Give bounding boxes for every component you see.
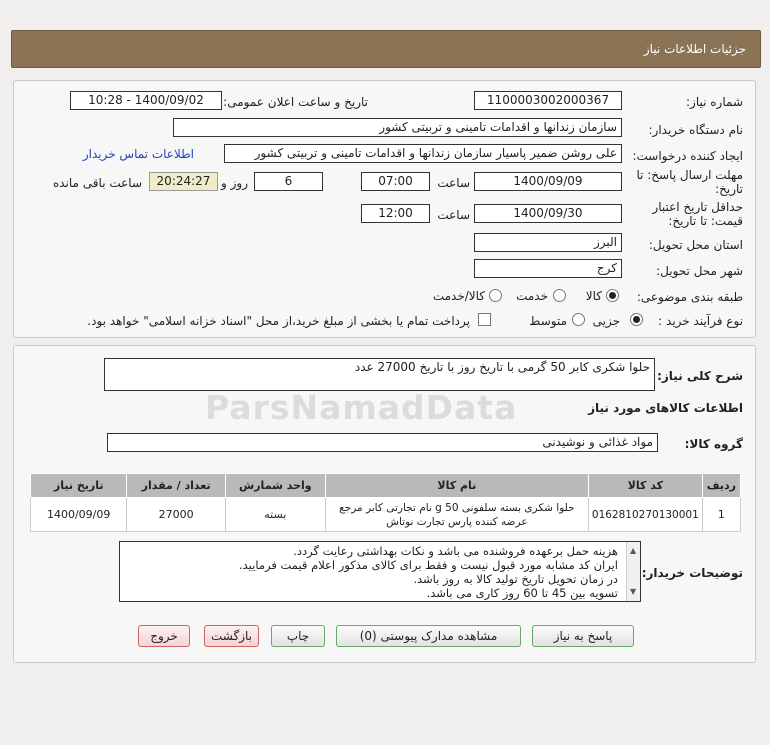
- reply-button[interactable]: پاسخ به نیاز: [532, 625, 634, 647]
- category-service-label: خدمت: [516, 289, 548, 303]
- remaining-label: ساعت باقی مانده: [52, 176, 142, 190]
- category-goods-service-label: کالا/خدمت: [432, 289, 485, 303]
- buyer-notes-field: [119, 541, 641, 602]
- goods-table: [30, 473, 741, 532]
- category-goods-label: کالا: [585, 289, 602, 303]
- process-label: نوع فرآیند خرید :: [658, 314, 743, 328]
- col-unit: واحد شمارش: [225, 474, 325, 498]
- buyer-org-field: سازمان زندانها و اقدامات تامینی و تربیتی کشور: [173, 118, 622, 137]
- creator-label: ایجاد کننده درخواست:: [632, 149, 743, 163]
- page-title: جزئیات اطلاعات نیاز: [643, 42, 746, 56]
- scroll-down-icon[interactable]: ▼: [630, 587, 637, 596]
- city-field: کرج: [474, 259, 622, 278]
- goods-section-title: اطلاعات کالاهای مورد نیاز: [588, 401, 743, 415]
- notes-scrollbar[interactable]: [626, 542, 640, 601]
- attachments-button[interactable]: مشاهده مدارک پیوستی (0): [336, 625, 521, 647]
- validity-label-2: قیمت: تا تاریخ:: [668, 214, 743, 228]
- process-minor-label: جزیی: [592, 314, 620, 328]
- need-number-label: شماره نیاز:: [686, 95, 743, 109]
- exit-button[interactable]: خروج: [138, 625, 190, 647]
- scroll-up-icon[interactable]: ▲: [630, 546, 637, 555]
- cell-name: حلوا شکری بسته سلفونی 50 g نام تجارتی کابر مرجع عرضه کننده پارس تجارت نوتاش: [325, 498, 588, 532]
- col-row: ردیف: [702, 474, 740, 498]
- deadline-label: مهلت ارسال پاسخ: تا: [636, 168, 743, 182]
- validity-date-field: 1400/09/30: [474, 204, 622, 223]
- cell-row: 1: [702, 498, 740, 532]
- col-code: کد کالا: [588, 474, 702, 498]
- print-button[interactable]: چاپ: [271, 625, 325, 647]
- validity-label: حداقل تاریخ اعتبار: [652, 200, 743, 214]
- cell-qty: 27000: [127, 498, 225, 532]
- buyer-notes-line: در زمان تحویل تاریخ تولید کالا به روز باشد.: [413, 572, 618, 586]
- announce-field: 1400/09/02 - 10:28: [70, 91, 222, 110]
- col-qty: تعداد / مقدار: [127, 474, 225, 498]
- treasury-payment-note: پرداخت تمام یا بخشی از مبلغ خرید،از محل "اسناد خزانه اسلامی" خواهد بود.: [87, 314, 470, 328]
- table-row: [31, 498, 741, 532]
- process-medium-radio[interactable]: [572, 313, 585, 326]
- page-header: [11, 30, 761, 68]
- province-label: استان محل تحویل:: [648, 238, 743, 252]
- announce-label: تاریخ و ساعت اعلان عمومی:: [223, 95, 368, 109]
- buyer-contact-link[interactable]: اطلاعات تماس خریدار: [82, 147, 194, 161]
- cell-unit: بسته: [225, 498, 325, 532]
- table-header-row: [31, 474, 741, 498]
- goods-group-label: گروه کالا:: [684, 437, 743, 451]
- back-button[interactable]: بازگشت: [204, 625, 259, 647]
- summary-field: حلوا شکری کابر 50 گرمی با تاریخ روز با تاریخ 27000 عدد: [104, 358, 655, 391]
- buyer-notes-label: توضیحات خریدار:: [641, 566, 743, 580]
- validity-time-field: 12:00: [361, 204, 430, 223]
- deadline-time-field: 07:00: [361, 172, 430, 191]
- category-goods-service-radio[interactable]: [489, 289, 502, 302]
- cell-date: 1400/09/09: [31, 498, 127, 532]
- creator-field: علی روشن ضمیر پاسیار سازمان زندانها و اقدامات تامینی و تربیتی کشور: [224, 144, 622, 163]
- summary-label: شرح کلی نیاز:: [657, 369, 743, 383]
- category-label: طبقه بندی موضوعی:: [636, 290, 743, 304]
- need-number-field: 1100003002000367: [474, 91, 622, 110]
- col-name: نام کالا: [325, 474, 588, 498]
- buyer-notes-line: ایران کد مشابه مورد قبول نیست و فقط برای کالای مذکور اعلام قیمت فرمایید.: [238, 558, 618, 572]
- days-label: روز و: [221, 176, 248, 190]
- deadline-time-label: ساعت: [437, 176, 470, 190]
- watermark: ParsNamadData: [205, 388, 518, 427]
- cell-code: 0162810270130001: [588, 498, 702, 532]
- category-goods-radio[interactable]: [606, 289, 619, 302]
- process-minor-radio[interactable]: [630, 313, 643, 326]
- buyer-notes-line: هزینه حمل برعهده فروشنده می باشد و نکات بهداشتی رعایت گردد.: [293, 544, 618, 558]
- city-label: شهر محل تحویل:: [656, 264, 743, 278]
- buyer-org-label: نام دستگاه خریدار:: [648, 123, 743, 137]
- remaining-time-field: 20:24:27: [149, 172, 218, 191]
- buyer-notes-line: تسویه بین 45 تا 60 روز کاری می باشد.: [426, 586, 618, 600]
- treasury-payment-checkbox[interactable]: [478, 313, 491, 326]
- validity-time-label: ساعت: [437, 208, 470, 222]
- deadline-date-field: 1400/09/09: [474, 172, 622, 191]
- process-medium-label: متوسط: [529, 314, 567, 328]
- col-date: تاریخ نیاز: [31, 474, 127, 498]
- goods-group-field: مواد غذائی و نوشیدنی: [107, 433, 658, 452]
- deadline-label-2: تاریخ:: [715, 182, 743, 196]
- category-service-radio[interactable]: [553, 289, 566, 302]
- province-field: البرز: [474, 233, 622, 252]
- days-field: 6: [254, 172, 323, 191]
